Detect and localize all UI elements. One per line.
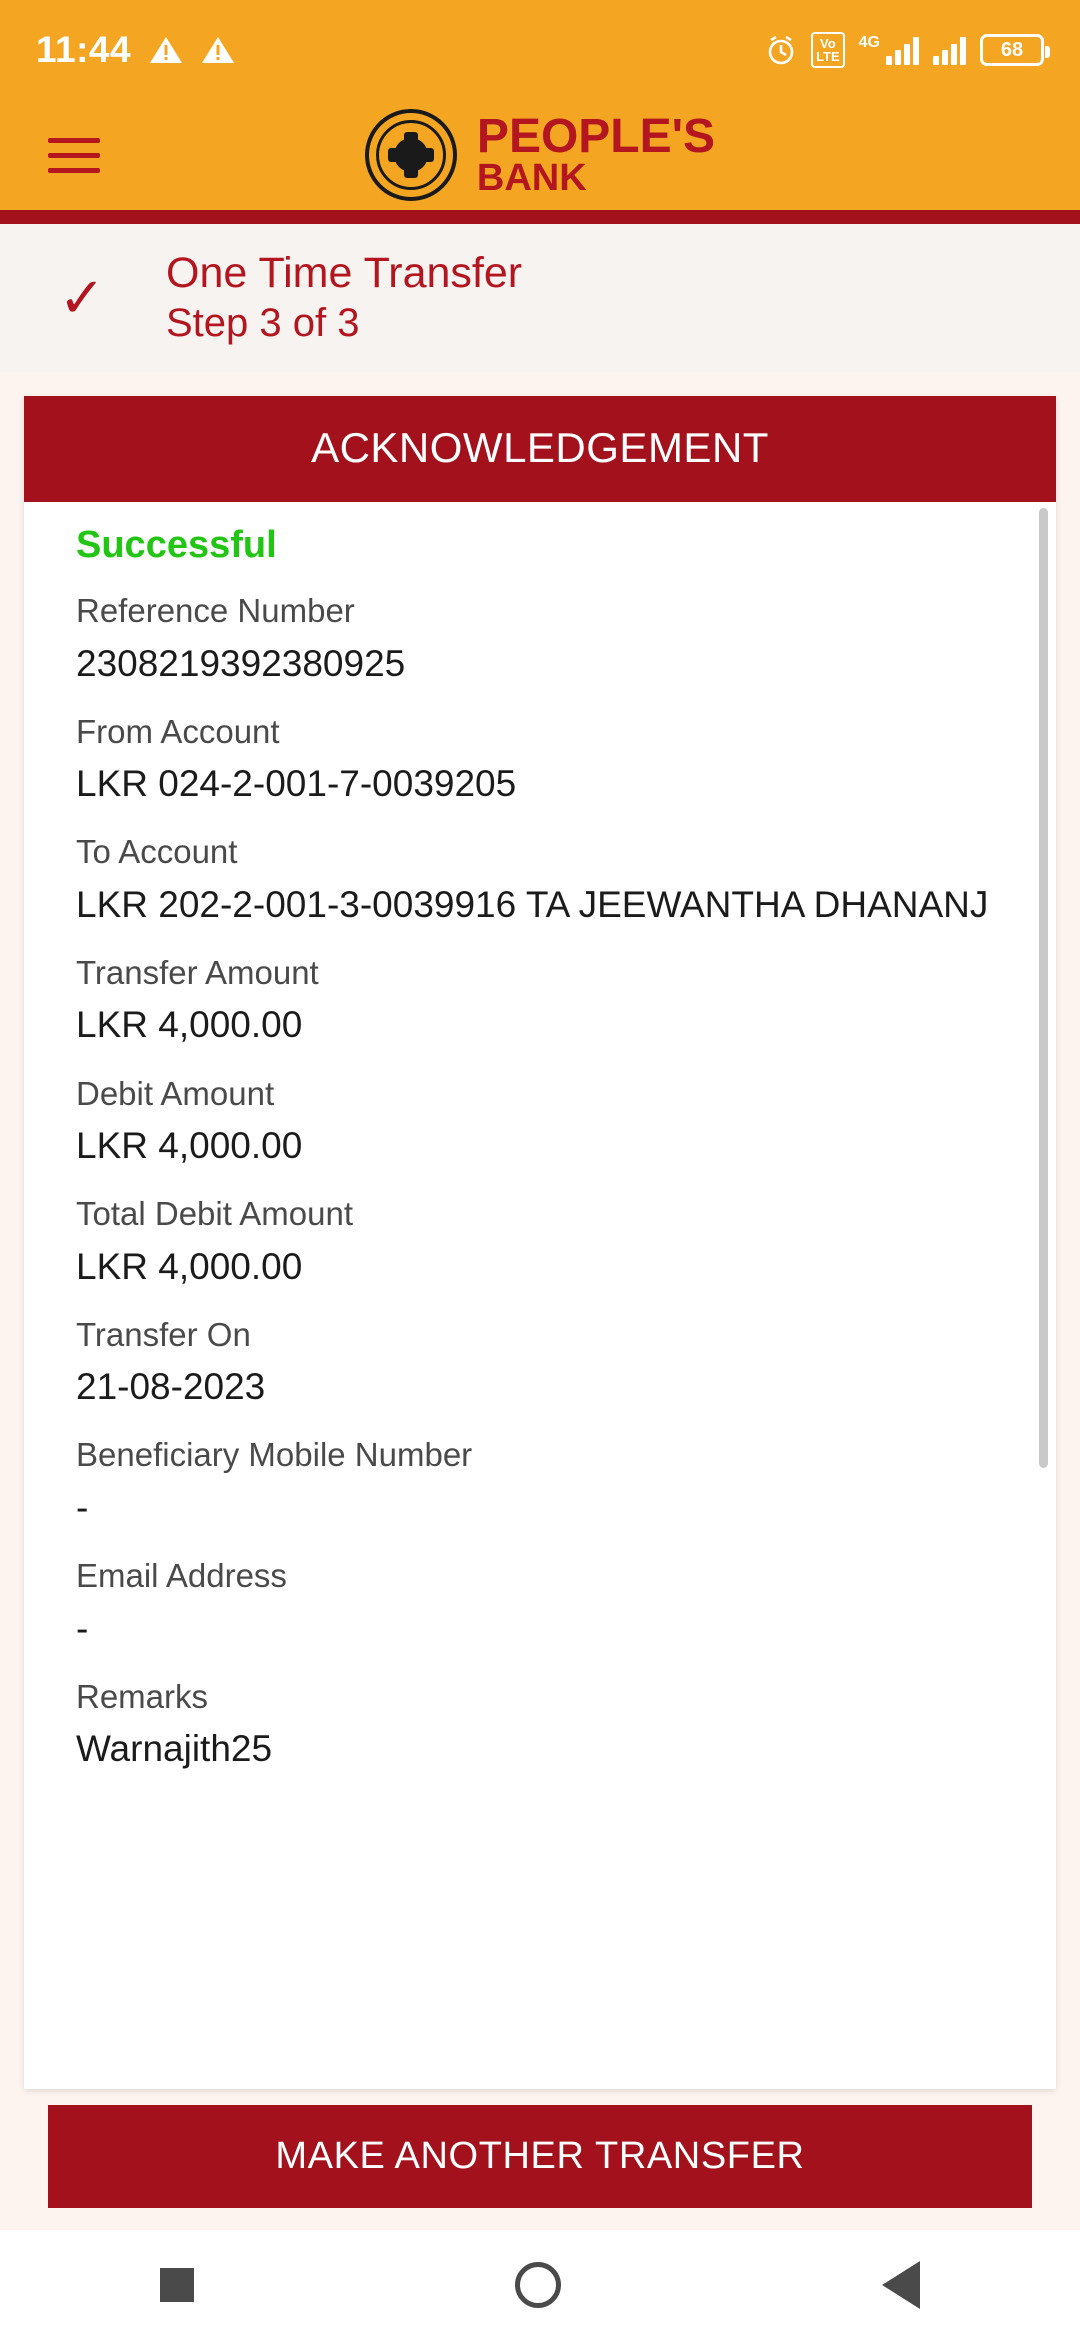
network-type-label: 4G xyxy=(858,34,880,51)
home-icon[interactable] xyxy=(515,2262,561,2308)
field-label: Total Debit Amount xyxy=(76,1195,353,1233)
status-bar-right xyxy=(765,32,1044,68)
status-bar xyxy=(0,0,1080,100)
step-header xyxy=(0,224,1080,372)
system-navigation-bar xyxy=(0,2230,1080,2340)
app-bar xyxy=(0,100,1080,210)
field-value: LKR 024-2-001-7-0039205 xyxy=(76,763,517,805)
field-value: LKR 4,000.00 xyxy=(76,1245,303,1287)
alarm-icon xyxy=(765,34,797,66)
status-badge: Successful xyxy=(76,524,277,566)
content-area xyxy=(0,372,1080,2230)
signal-icon xyxy=(933,35,966,65)
field-email-address xyxy=(76,1554,1004,1653)
brand-name-top: PEOPLE'S xyxy=(476,110,716,164)
back-icon[interactable] xyxy=(882,2261,920,2309)
make-another-transfer-button[interactable]: MAKE ANOTHER TRANSFER xyxy=(48,2105,1032,2208)
field-label: Debit Amount xyxy=(76,1074,275,1112)
field-value: LKR 4,000.00 xyxy=(76,1125,303,1167)
field-value: - xyxy=(76,1607,89,1649)
brand-text xyxy=(476,110,716,199)
field-label: From Account xyxy=(76,712,280,750)
battery-icon xyxy=(980,34,1044,66)
field-label: Transfer Amount xyxy=(76,953,319,991)
field-transfer-amount xyxy=(76,951,1004,1050)
hamburger-icon[interactable] xyxy=(48,138,100,173)
status-bar-left xyxy=(36,29,235,71)
field-remarks xyxy=(76,1675,1004,1774)
field-beneficiary-mobile-number xyxy=(76,1433,1004,1532)
check-icon: ✓ xyxy=(58,266,106,329)
status-time: 11:44 xyxy=(36,29,132,70)
field-label: To Account xyxy=(76,833,238,871)
battery-level: 68 xyxy=(1000,38,1024,61)
signal-4g-icon xyxy=(886,35,919,65)
step-indicator: Step 3 of 3 xyxy=(166,300,360,345)
peoples-bank-seal-logo xyxy=(365,109,457,201)
field-debit-amount xyxy=(76,1072,1004,1171)
vertical-scrollbar[interactable] xyxy=(1039,508,1048,1468)
cta-container xyxy=(24,2089,1056,2230)
acknowledgement-card xyxy=(24,396,1056,2089)
card-header-title: ACKNOWLEDGEMENT xyxy=(24,396,1056,502)
field-transfer-on xyxy=(76,1313,1004,1412)
field-value: 2308219392380925 xyxy=(76,642,406,684)
card-body[interactable] xyxy=(24,502,1056,2089)
warning-icon-2 xyxy=(201,35,235,65)
brand-name-bottom: BANK xyxy=(476,156,587,199)
field-reference-number xyxy=(76,589,1004,688)
field-to-account xyxy=(76,830,1004,929)
app-bar-underline xyxy=(0,210,1080,224)
field-label: Remarks xyxy=(76,1677,209,1715)
field-from-account xyxy=(76,710,1004,809)
field-label: Email Address xyxy=(76,1557,287,1595)
page-title: One Time Transfer xyxy=(166,249,523,298)
field-label: Reference Number xyxy=(76,592,355,629)
brand-logo xyxy=(0,100,1080,210)
field-label: Beneficiary Mobile Number xyxy=(76,1436,473,1474)
field-value: LKR 202-2-001-3-0039916 TA JEEWANTHA DHANANJ xyxy=(76,883,989,925)
field-label: Transfer On xyxy=(76,1315,251,1353)
field-value: LKR 4,000.00 xyxy=(76,1004,303,1046)
warning-icon xyxy=(149,35,183,65)
field-value: - xyxy=(76,1487,89,1529)
field-value: 21-08-2023 xyxy=(76,1366,266,1408)
volte-icon: Vo LTE xyxy=(811,32,845,68)
field-total-debit-amount xyxy=(76,1192,1004,1291)
step-header-texts xyxy=(166,249,522,346)
field-value: Warnajith25 xyxy=(76,1728,273,1770)
recents-icon[interactable] xyxy=(160,2268,194,2302)
